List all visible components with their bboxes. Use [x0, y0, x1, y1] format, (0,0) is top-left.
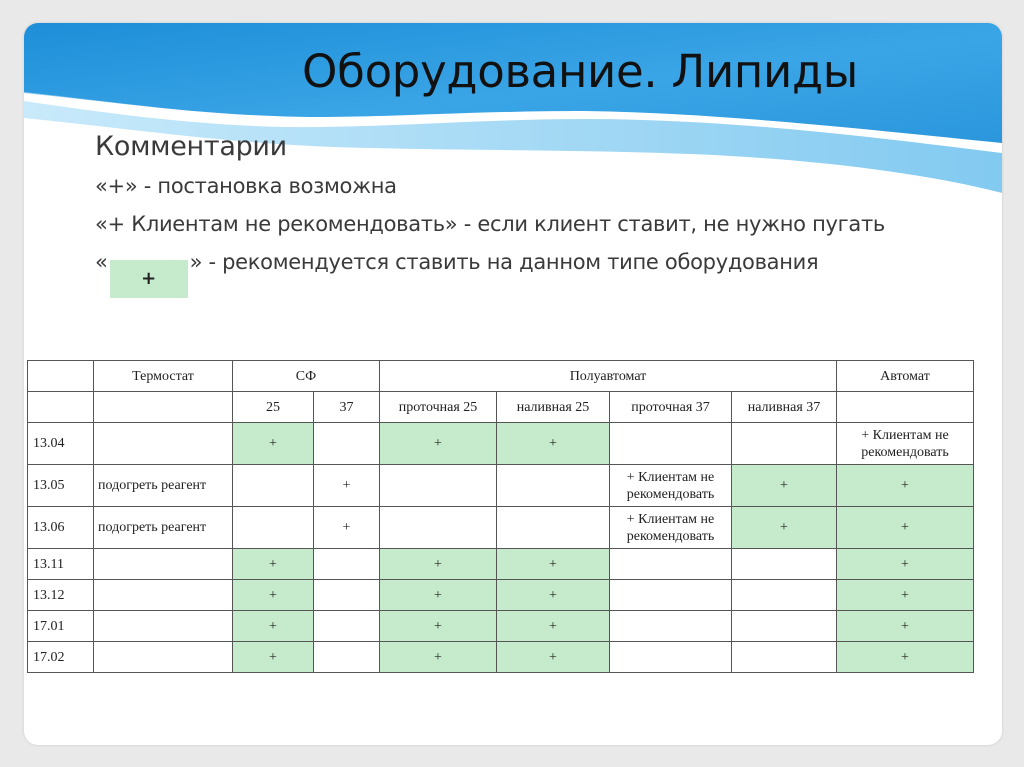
table-row [28, 549, 974, 580]
equipment-cell: + [837, 549, 974, 580]
equipment-cell: + [380, 611, 497, 642]
header-automatic: Автомат [837, 361, 974, 392]
recommended-legend-chip: + [110, 260, 188, 298]
equipment-cell: + Клиентам не рекомендовать [837, 423, 974, 465]
row-label: 13.04 [28, 423, 94, 465]
equipment-cell [610, 423, 732, 465]
equipment-cell: + [497, 611, 610, 642]
equipment-cell [314, 580, 380, 611]
header-sf: СФ [233, 361, 380, 392]
subheader-cell: 37 [314, 392, 380, 423]
equipment-cell: + [380, 549, 497, 580]
header-row-subcolumns [28, 392, 974, 423]
equipment-cell: + [233, 611, 314, 642]
row-note [94, 423, 233, 465]
equipment-cell [314, 642, 380, 673]
equipment-cell: + [837, 580, 974, 611]
equipment-cell: + [380, 423, 497, 465]
equipment-cell: + [380, 642, 497, 673]
row-note [94, 642, 233, 673]
header-semi-automatic: Полуавтомат [380, 361, 837, 392]
header-thermostat: Термостат [94, 361, 233, 392]
equipment-cell [314, 611, 380, 642]
equipment-cell: + [233, 580, 314, 611]
equipment-cell: + [732, 465, 837, 507]
subheader-cell [28, 392, 94, 423]
equipment-cell: + [497, 580, 610, 611]
equipment-cell [732, 611, 837, 642]
row-label: 17.01 [28, 611, 94, 642]
row-note: подогреть реагент [94, 507, 233, 549]
equipment-cell [610, 549, 732, 580]
equipment-cell [732, 642, 837, 673]
comment-line-possible: «+» - постановка возможна [95, 174, 397, 198]
table-row [28, 580, 974, 611]
row-note [94, 549, 233, 580]
table-row [28, 507, 974, 549]
equipment-cell [314, 549, 380, 580]
subheader-cell: проточная 25 [380, 392, 497, 423]
equipment-cell: + [233, 549, 314, 580]
subheader-cell: проточная 37 [610, 392, 732, 423]
comment-line-recommended-text: » - рекомендуется ставить на данном типе оборудования [189, 250, 819, 274]
equipment-cell: + [314, 507, 380, 549]
table-row [28, 465, 974, 507]
page-title: Оборудование. Липиды [302, 45, 858, 98]
equipment-cell [233, 507, 314, 549]
comments-block [95, 131, 955, 298]
equipment-cell: + [732, 507, 837, 549]
quote-open: « [95, 250, 108, 274]
equipment-cell: + [233, 423, 314, 465]
equipment-table [27, 360, 974, 673]
row-note [94, 580, 233, 611]
equipment-cell [732, 549, 837, 580]
subheader-cell [94, 392, 233, 423]
equipment-cell [314, 423, 380, 465]
equipment-cell: + Клиентам не рекомендовать [610, 507, 732, 549]
row-note [94, 611, 233, 642]
equipment-cell [380, 507, 497, 549]
equipment-cell: + [380, 580, 497, 611]
equipment-cell: + [497, 642, 610, 673]
subheader-cell: наливная 37 [732, 392, 837, 423]
comments-heading: Комментарии [95, 131, 287, 162]
equipment-cell [497, 507, 610, 549]
table-row [28, 642, 974, 673]
equipment-cell [732, 423, 837, 465]
comment-line-recommended [95, 246, 955, 298]
equipment-cell [233, 465, 314, 507]
equipment-cell: + [837, 642, 974, 673]
equipment-cell [610, 611, 732, 642]
equipment-cell: + [497, 549, 610, 580]
equipment-cell: + [314, 465, 380, 507]
row-label: 13.12 [28, 580, 94, 611]
equipment-cell [610, 642, 732, 673]
equipment-cell [610, 580, 732, 611]
slide [24, 23, 1002, 745]
equipment-cell: + Клиентам не рекомендовать [610, 465, 732, 507]
subheader-cell [837, 392, 974, 423]
equipment-cell: + [837, 611, 974, 642]
row-label: 17.02 [28, 642, 94, 673]
row-label: 13.06 [28, 507, 94, 549]
subheader-cell: наливная 25 [497, 392, 610, 423]
equipment-cell [497, 465, 610, 507]
header-corner-cell [28, 361, 94, 392]
equipment-cell: + [497, 423, 610, 465]
table-row [28, 611, 974, 642]
header-row-groups [28, 361, 974, 392]
equipment-cell: + [233, 642, 314, 673]
subheader-cell: 25 [233, 392, 314, 423]
table-row [28, 423, 974, 465]
comment-line-not-recommended: «+ Клиентам не рекомендовать» - если клиент ставит, не нужно пугать [95, 212, 885, 236]
equipment-cell [732, 580, 837, 611]
equipment-cell [380, 465, 497, 507]
row-label: 13.11 [28, 549, 94, 580]
equipment-cell: + [837, 507, 974, 549]
equipment-cell: + [837, 465, 974, 507]
row-label: 13.05 [28, 465, 94, 507]
row-note: подогреть реагент [94, 465, 233, 507]
